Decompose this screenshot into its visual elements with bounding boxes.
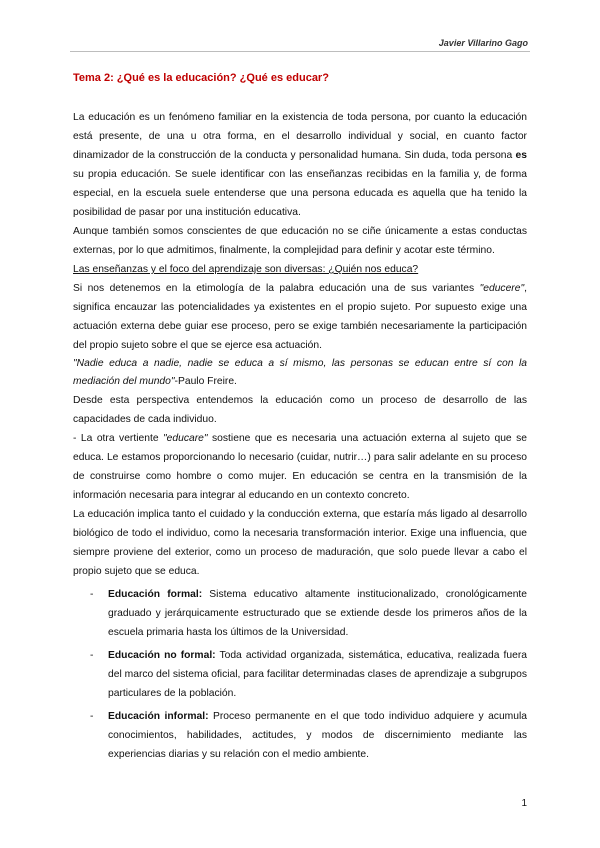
- list-dash: -: [90, 589, 94, 600]
- list-item-text: Sistema educativo altamente institucionalizado, cronológicamente graduado y jerárquicamente estructurado que se extiende desde los primeros años de la escuela primaria hasta los últimos de la Universidad.: [108, 589, 528, 638]
- page-number: 1: [521, 798, 527, 809]
- section-heading: Las enseñanzas y el foco del aprendizaje son diversas: ¿Quién nos educa?: [73, 264, 419, 275]
- list-item-term: Educación formal:: [108, 589, 203, 600]
- term-educere: "educere": [479, 283, 525, 294]
- paragraph-implications: La educación implica tanto el cuidado y la conducción externa, que estaría más ligado al desarrollo biológico de todo el individuo, como la necesaria transformación interior. Exige una influencia, que siempre proviene del exterior, como un proceso de maduración, que solo puede llevar a cabo el propio sujeto que se educa.: [73, 509, 527, 577]
- quote-author: -Paulo Freire.: [174, 376, 237, 387]
- paragraph-educere-text-b: , significa encauzar las potencialidades ya existentes en el propio sujeto. Por supuesto exige una actuación externa debe guiar ese proceso, pero se exige también necesariamente la participación del propio sujeto sobre el que se ejerce esa actuación.: [73, 283, 527, 351]
- paragraph-complexity: Aunque también somos conscientes de que educación no se ciñe únicamente a estas conductas externas, por lo que admitimos, finalmente, la complejidad para definir y acotar este término.: [73, 226, 527, 256]
- list-item: [73, 707, 527, 764]
- education-types-list: [73, 585, 527, 764]
- list-item-text: Toda actividad organizada, sistemática, educativa, realizada fuera del marco del sistema oficial, para facilitar determinadas clases de aprendizaje a subgrupos particulares de la población.: [108, 650, 527, 699]
- paragraph-educare-text-a: - La otra vertiente: [73, 433, 164, 444]
- freire-quote: [73, 355, 527, 391]
- quote-text: "Nadie educa a nadie, nadie se educa a sí mismo, las personas se educan entre sí con la mediación del mundo": [73, 358, 527, 387]
- list-item-term: Educación informal:: [108, 711, 209, 722]
- document-body: [73, 108, 527, 768]
- list-dash: -: [90, 650, 94, 661]
- paragraph-intro-text-a: La educación es un fenómeno familiar en la existencia de toda persona, por cuanto la educación está presente, de una u otra forma, en el desarrollo individual y social, en cuanto factor dinamizador de la construcción de la conducta y personalidad humana. Sin duda, toda persona: [73, 112, 527, 161]
- list-item-text: Proceso permanente en el que todo individuo adquiere y acumula conocimientos, habilidades, actitudes, y modos de discernimiento mediante las experiencias diarias y su relación con el medio ambiente.: [108, 711, 527, 760]
- paragraph-intro-text-b: su propia educación. Se suele identificar con las enseñanzas recibidas en la familia y, de forma especial, en la escuela suele entenderse que una persona educada es aquella que ha tenido la posibilidad de pasar por una institución educativa.: [73, 169, 527, 218]
- paragraph-intro: [73, 108, 527, 222]
- paragraph-intro-emphasis: es: [515, 150, 527, 161]
- list-dash: -: [90, 711, 94, 722]
- paragraph-educere-text-a: Si nos detenemos en la etimología de la palabra educación una de sus variantes: [73, 283, 480, 294]
- list-item-term: Educación no formal:: [108, 650, 216, 661]
- list-item: [73, 646, 527, 703]
- paragraph-educere: [73, 279, 527, 355]
- paragraph-educare: [73, 429, 527, 505]
- header-author: Javier Villarino Gago: [438, 38, 528, 48]
- term-educare: "educare": [163, 433, 208, 444]
- list-item: [73, 585, 527, 642]
- paragraph-perspective: Desde esta perspectiva entendemos la educación como un proceso de desarrollo de las capacidades de cada individuo.: [73, 395, 527, 425]
- header-divider: [70, 51, 530, 52]
- page-title: Tema 2: ¿Qué es la educación? ¿Qué es educar?: [73, 72, 329, 84]
- paragraph-educare-text-b: sostiene que es necesaria una actuación externa al sujeto que se educa. Le estamos proporcionando lo necesario (cuidar, nutrir…) para salir adelante en su proceso de construirse como hombre o como mujer. En educación se centra en la transmisión de la información necesaria para integrar al educando en un contexto concreto.: [73, 433, 528, 501]
